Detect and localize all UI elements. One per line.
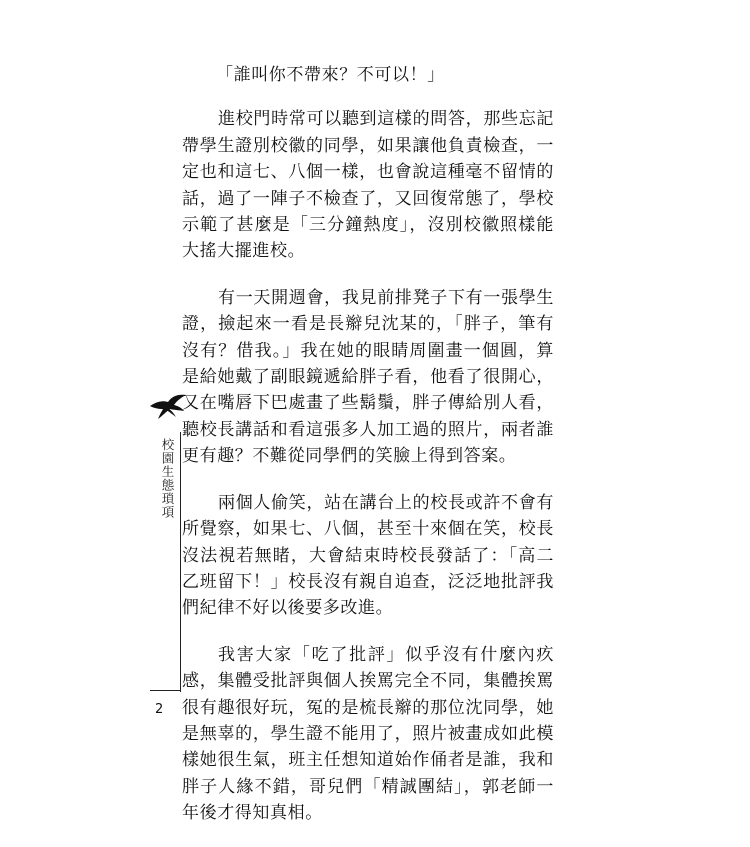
chapter-divider [180, 432, 181, 692]
page-number: 2 [155, 702, 164, 717]
flying-bird-icon [148, 392, 188, 422]
paragraph-3: 有一天開週會，我見前排凳子下有一張學生證，撿起來一看是長辮兒沈某的，「胖子，筆有沒有？借我。」我在她的眼睛周圍畫一個圓，算是給她戴了副眼鏡遞給胖子看，他看了很開心，又在嘴唇下巴處畫了些鬍鬚，胖子傳給別人看，聽校長講話和看這張多人加工過的照片，兩者誰更有趣？不難從同學們的笑臉上得到答案。 [182, 287, 554, 467]
paragraph-4: 兩個人偷笑，站在講台上的校長或許不會有所覺察，如果七、八個，甚至十來個在笑，校長沒法視若無睹，大會結束時校長發話了：「高二乙班留下！」校長沒有親自追查，泛泛地批評我們紀律不好以後要多改進。 [182, 492, 554, 619]
paragraph-2: 進校門時常可以聽到這樣的問答，那些忘記帶學生證別校徽的同學，如果讓他負責檢查，一定也和這七、八個一樣，也會說這種毫不留情的話，過了一陣子不檢查了，又回復常態了，學校示範了甚麼是「三分鐘熱度」，沒別校徽照樣能大搖大擺進校。 [182, 109, 554, 262]
paragraph-1: 「誰叫你不帶來？不可以！」 [216, 65, 445, 85]
page-number-divider [150, 690, 181, 691]
paragraph-5: 我害大家「吃了批評」似乎沒有什麼內疚感，集體受批評與個人挨罵完全不同，集體挨罵很有趣很好玩，冤的是梳長辮的那位沈同學，她是無辜的，學生證不能用了，照片被畫成如此模樣她很生氣，班主任想知道始作俑者是誰，我和胖子人緣不錯，哥兒們「精誠團結」，郭老師一年後才得知真相。 [182, 644, 554, 824]
body-text [182, 62, 554, 847]
chapter-title: 校園生態瑣項 [160, 438, 175, 519]
